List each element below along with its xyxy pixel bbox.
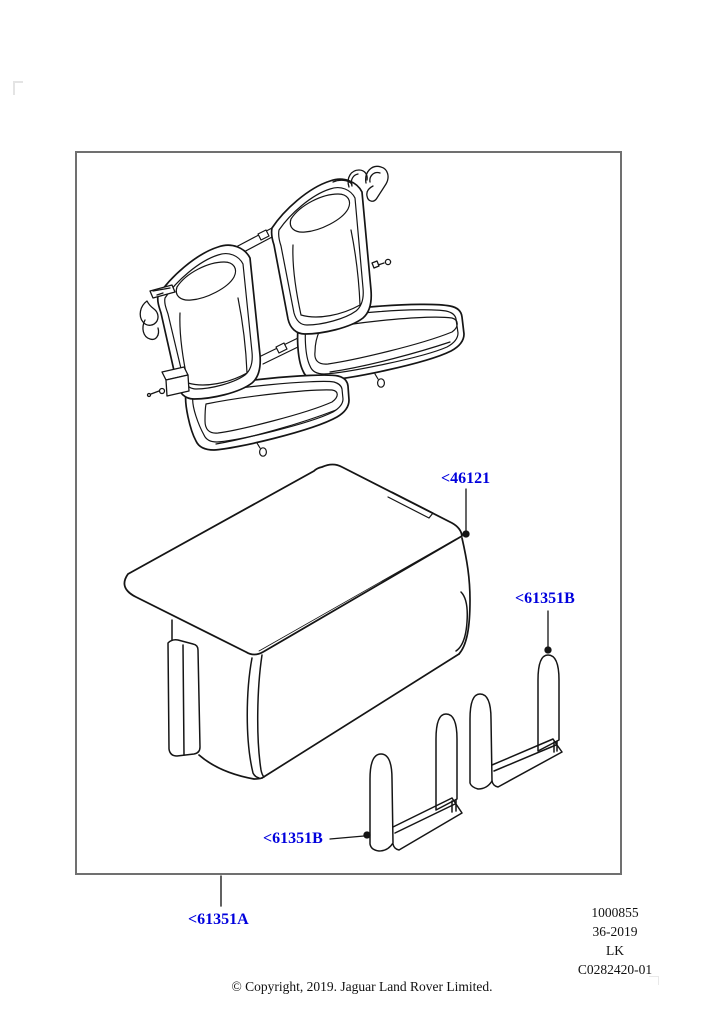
bracket-part-right-drawing [470, 655, 562, 789]
seat-frame-bracket [148, 367, 190, 397]
cover-part-drawing [124, 465, 470, 780]
leader-dot-cover [463, 531, 469, 537]
rear-seats-drawing [140, 166, 464, 456]
leader-line-bracket-lower [330, 836, 364, 839]
copyright-notice: © Copyright, 2019. Jaguar Land Rover Limited. [231, 979, 493, 994]
part-label-bracket-lower-left[interactable]: <61351B [263, 830, 323, 847]
seat-bolt [372, 259, 391, 268]
leader-dot-bracket-lower [364, 832, 370, 838]
reference-block [550, 903, 680, 979]
bracket-part-lower-drawing [370, 714, 462, 851]
model-code: LK [606, 943, 624, 958]
drawing-code: C0282420-01 [577, 962, 653, 977]
issue-code: 36-2019 [592, 924, 638, 939]
leader-dot-bracket-right [545, 647, 551, 653]
part-label-assembly[interactable]: <61351A [188, 911, 249, 928]
cover-strap [168, 640, 200, 756]
part-label-cover[interactable]: <46121 [441, 470, 491, 487]
reference-number: 1000855 [591, 905, 639, 920]
part-label-bracket-upper-right[interactable]: <61351B [515, 590, 575, 607]
seat-right [272, 166, 464, 387]
